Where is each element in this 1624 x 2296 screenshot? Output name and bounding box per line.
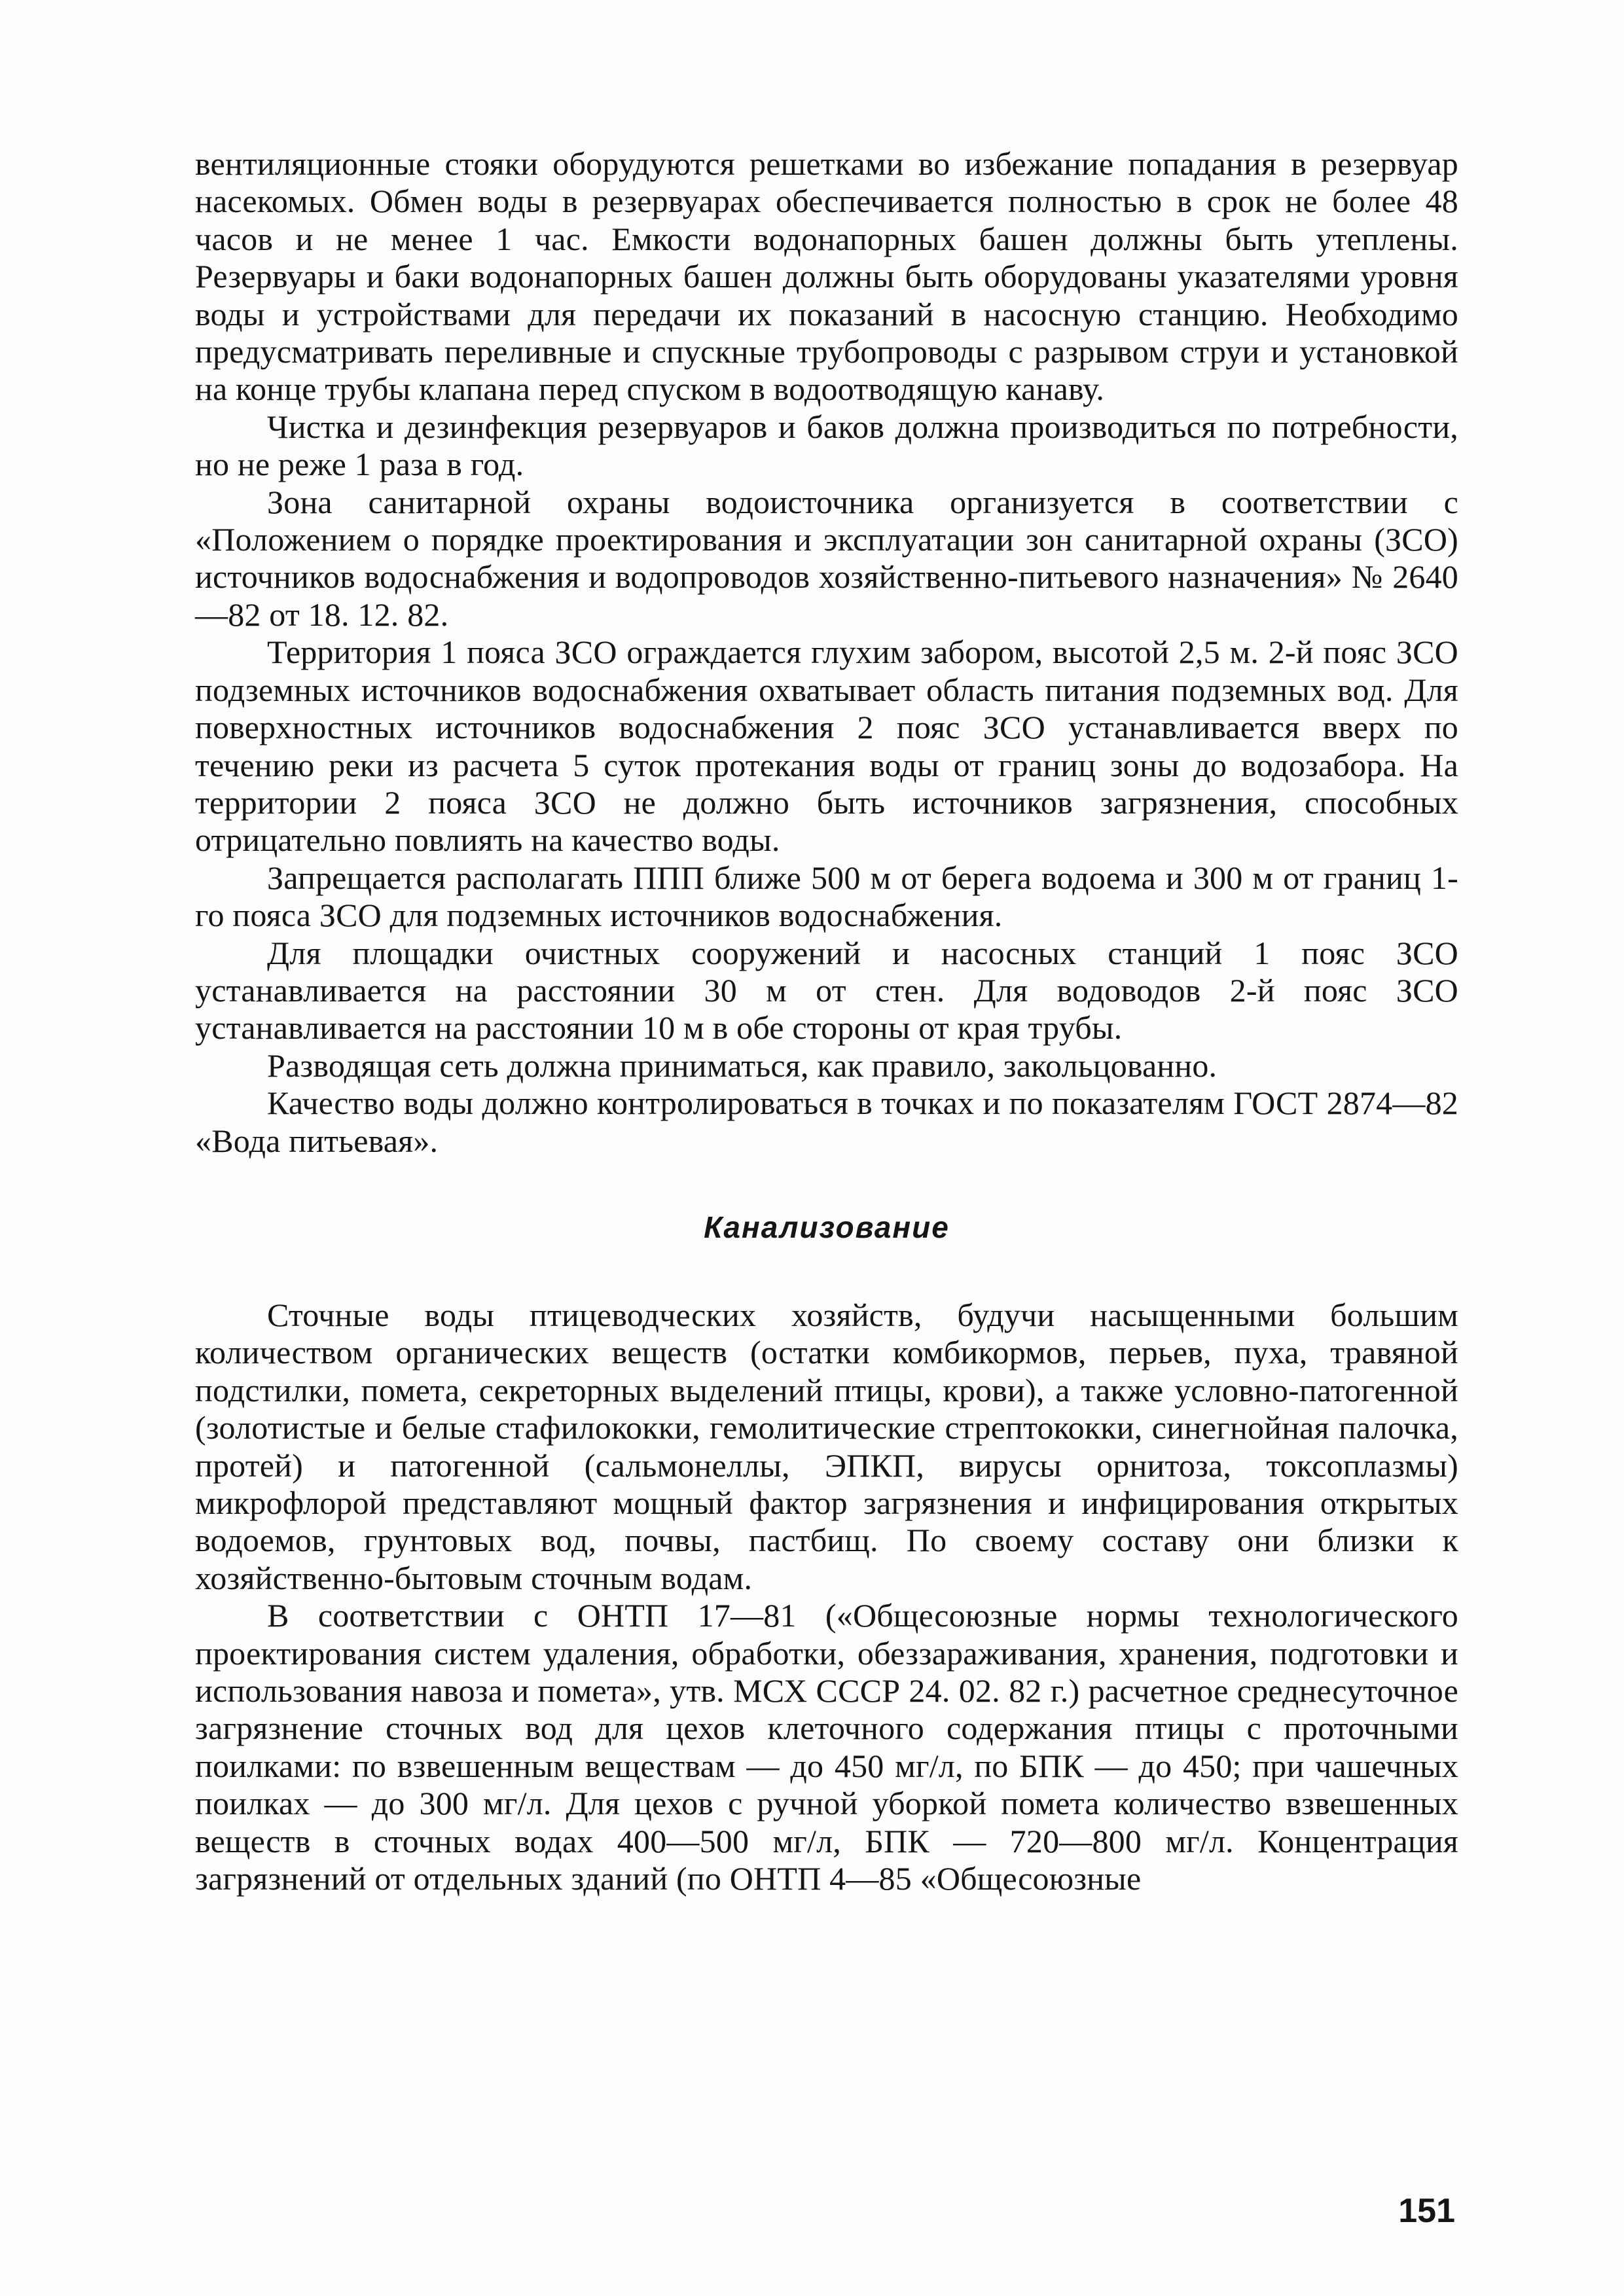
section-heading: Канализование xyxy=(704,1210,950,1244)
text-column xyxy=(195,145,1458,1897)
paragraph-treatment-site: Для площадки очистных сооружений и насосных станций 1 пояс ЗСО устанавливается на расстоянии 30 м от стен. Для водоводов 2-й пояс ЗСО устанавливается на расстоянии 10 м в обе стороны от края трубы. xyxy=(195,934,1458,1047)
paragraph-ontp-norms: В соответствии с ОНТП 17—81 («Общесоюзные нормы технологического проектирования систем удаления, обработки, обеззараживания, хранения, подготовки и использования навоза и помета», утв. МСХ СССР 24. 02. 82 г.) расчетное среднесуточное загрязнение сточных вод для цехов клеточного содержания птицы с проточными поилками: по взвешенным веществам — до 450 мг/л, по БПК — до 450; при чашечных поилках — до 300 мг/л. Для цехов с ручной уборкой помета количество взвешенных веществ в сточных водах 400—500 мг/л, БПК — 720—800 мг/л. Концентрация загрязнений от отдельных зданий (по ОНТП 4—85 «Общесоюзные xyxy=(195,1597,1458,1897)
paragraph-water-quality: Качество воды должно контролироваться в точках и по показателям ГОСТ 2874—82 «Вода питьевая». xyxy=(195,1085,1458,1159)
paragraph-prohibition: Запрещается располагать ППП ближе 500 м от берега водоема и 300 м от границ 1-го пояса ЗСО для подземных источников водоснабжения. xyxy=(195,859,1458,934)
paragraph-sanitary-zone: Зона санитарной охраны водоисточника организуется в соответствии с «Положением о порядке проектирования и эксплуатации зон санитарной охраны (ЗСО) источников водоснабжения и водопроводов хозяйственно-питьевого назначения» № 2640—82 от 18. 12. 82. xyxy=(195,483,1458,633)
paragraph-zone-territory: Территория 1 пояса ЗСО ограждается глухим забором, высотой 2,5 м. 2-й пояс ЗСО подземных источников водоснабжения охватывает область питания подземных вод. Для поверхностных источников водоснабжения 2 пояс ЗСО устанавливается вверх по течению реки из расчета 5 суток протекания воды от границ зоны до водозабора. На территории 2 пояса ЗСО не должно быть источников загрязнения, способных отрицательно повлиять на качество воды. xyxy=(195,634,1458,859)
paragraph-distribution-network: Разводящая сеть должна приниматься, как правило, закольцованно. xyxy=(267,1047,1218,1084)
paragraph-cleaning: Чистка и дезинфекция резервуаров и баков должна производиться по потребности, но не реже 1 раза в год. xyxy=(195,408,1458,483)
paragraph-continued: вентиляционные стояки оборудуются решетками во избежание попадания в резервуар насекомых. Обмен воды в резервуарах обеспечивается полностью в срок не более 48 часов и не менее 1 час. Емкости водонапорных башен должны быть утеплены. Резервуары и баки водонапорных башен должны быть оборудованы указателями уровня воды и устройствами для передачи их показаний в насосную станцию. Необходимо предусматривать переливные и спускные трубопроводы с разрывом струи и установкой на конце трубы клапана перед спуском в водоотводящую канаву. xyxy=(195,145,1458,408)
page-number: 151 xyxy=(1398,2192,1455,2230)
paragraph-wastewater: Сточные воды птицеводческих хозяйств, будучи насыщенными большим количеством органических веществ (остатки комбикормов, перьев, пуха, травяной подстилки, помета, секреторных выделений птицы, крови), а также условно-патогенной (золотистые и белые стафилококки, гемолитические стрептококки, синегнойная палочка, протей) и патогенной (сальмонеллы, ЭПКП, вирусы орнитоза, токсоплазмы) микрофлорой представляют мощный фактор загрязнения и инфицирования открытых водоемов, грунтовых вод, почвы, пастбищ. По своему составу они близки к хозяйственно-бытовым сточным водам. xyxy=(195,1296,1458,1596)
